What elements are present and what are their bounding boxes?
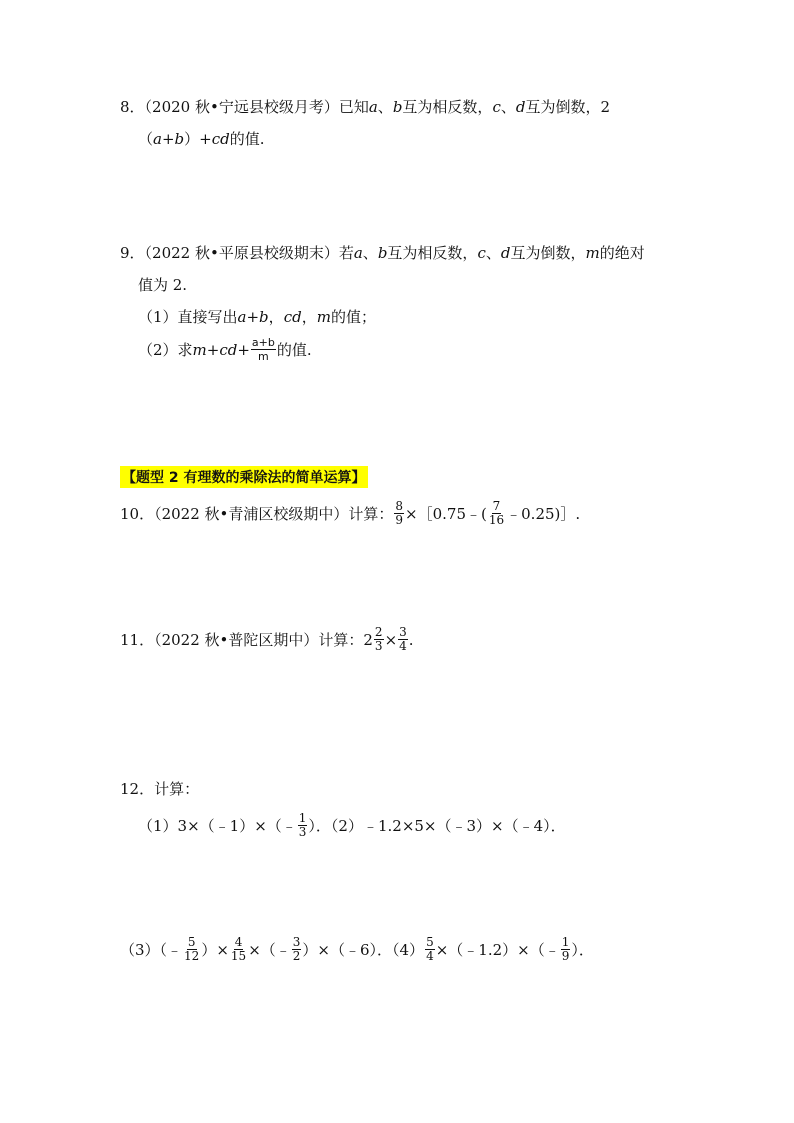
- question-9-part-1: [138, 306, 376, 327]
- fraction-numerator: 4: [234, 935, 243, 949]
- fraction-denominator: 3: [374, 639, 383, 653]
- q8-text: ）+: [184, 130, 212, 148]
- q12-text: （1）3×（﹣1）×（﹣: [138, 817, 297, 835]
- var-b: b: [377, 243, 388, 262]
- question-8-line-1: [120, 96, 610, 117]
- fraction-numerator: 1: [561, 935, 570, 949]
- fraction-numerator: 3: [292, 935, 301, 949]
- q10-text: 10．（2022 秋•青浦区校级期中）计算：: [120, 505, 394, 523]
- fraction-denominator: m: [258, 350, 269, 363]
- fraction: [398, 626, 408, 653]
- question-12-title: [120, 778, 199, 799]
- q12-text: ×（﹣: [248, 941, 291, 959]
- var-a: a: [353, 243, 363, 262]
- q8-text: 、: [377, 98, 393, 116]
- question-9-line-1: [120, 242, 645, 263]
- q12-text: ）×（﹣6）．（4）: [302, 941, 425, 959]
- fraction-numerator: 5: [187, 935, 196, 949]
- q9-text: 、: [362, 244, 378, 262]
- fraction-numerator: a+b: [251, 336, 275, 349]
- var-c: c: [492, 97, 501, 116]
- q8-text: 、: [500, 98, 516, 116]
- expr-cd: cd: [211, 129, 230, 148]
- q8-text: 8．（2020 秋•宁远县校级月考）已知: [120, 98, 369, 116]
- q8-text: 互为倒数，2: [525, 98, 611, 116]
- fraction-denominator: 2: [292, 949, 301, 963]
- q10-text: ﹣0.25)］.: [506, 505, 581, 523]
- var-d: d: [515, 97, 526, 116]
- var-a: a: [368, 97, 378, 116]
- expr-m-plus-cd: m+cd+: [192, 340, 250, 359]
- var-c: c: [477, 243, 486, 262]
- question-12-parts-1-2: [138, 812, 566, 839]
- fraction-numerator: 5: [426, 935, 434, 949]
- q12-text: ×（﹣1.2）×（﹣: [435, 941, 560, 959]
- q8-text: （: [138, 130, 154, 148]
- q9-text: ，: [268, 308, 284, 326]
- fraction-numerator: 3: [399, 625, 407, 639]
- expr-cd: cd: [283, 307, 302, 326]
- q12-text: ）×: [201, 941, 229, 959]
- fraction-denominator: 4: [399, 639, 407, 653]
- fraction: [183, 936, 200, 963]
- fraction: [561, 936, 571, 963]
- q9-text: 值为 2.: [138, 276, 188, 294]
- fraction: [488, 500, 505, 527]
- q12-text: ）．（2）﹣1.2×5×（﹣3）×（﹣4）．: [308, 817, 566, 835]
- q12-text: ）．: [571, 941, 594, 959]
- fraction-denominator: 3: [298, 825, 307, 839]
- fraction: [251, 336, 276, 363]
- q9-text: （1）直接写出: [138, 308, 238, 326]
- expr-a-plus-b: a+b: [153, 129, 185, 148]
- var-m: m: [316, 307, 331, 326]
- q9-text: ，: [301, 308, 317, 326]
- expr-a-plus-b: a+b: [237, 307, 269, 326]
- q9-text: 、: [485, 244, 501, 262]
- fraction-numerator: 7: [492, 499, 501, 513]
- q9-text: 的值.: [276, 341, 312, 359]
- question-9-part-2: [138, 336, 312, 363]
- question-9-line-2: [138, 274, 187, 295]
- fraction-denominator: 16: [488, 513, 505, 527]
- var-b: b: [392, 97, 403, 116]
- section-heading: 【题型 2 有理数的乘除法的简单运算】: [120, 466, 368, 488]
- fraction-denominator: 9: [561, 949, 570, 963]
- q9-text: 互为倒数，: [510, 244, 586, 262]
- q11-text: .: [408, 630, 414, 649]
- q8-text: 的值.: [229, 130, 265, 148]
- fraction-denominator: 15: [230, 949, 247, 963]
- q11-text: ×: [384, 630, 398, 649]
- q12-text: 12．计算：: [120, 780, 200, 798]
- fraction: [394, 500, 404, 527]
- fraction: [292, 936, 302, 963]
- fraction-denominator: 12: [184, 949, 200, 963]
- var-m: m: [585, 243, 600, 262]
- question-10: [120, 500, 580, 527]
- fraction-denominator: 4: [426, 949, 434, 963]
- q9-text: 9．（2022 秋•平原县校级期末）若: [120, 244, 354, 262]
- fraction: [230, 936, 247, 963]
- q9-text: 的绝对: [599, 244, 645, 262]
- question-11: [120, 626, 414, 653]
- q9-text: 的值；: [330, 308, 376, 326]
- q12-text: （3）（﹣: [120, 941, 183, 959]
- fraction: [425, 936, 435, 963]
- fraction: [374, 626, 384, 653]
- q8-text: 互为相反数，: [402, 98, 493, 116]
- q10-text: ×［0.75﹣(: [405, 505, 487, 523]
- fraction-numerator: 2: [374, 625, 383, 639]
- fraction-numerator: 8: [395, 499, 404, 513]
- fraction-denominator: 9: [395, 513, 404, 527]
- fraction: [298, 812, 308, 839]
- q9-text: 互为相反数，: [387, 244, 478, 262]
- var-d: d: [500, 243, 511, 262]
- q11-text: 11．（2022 秋•普陀区期中）计算：2: [120, 631, 373, 649]
- q9-text: （2）求: [138, 341, 193, 359]
- fraction-numerator: 1: [298, 811, 307, 825]
- question-12-parts-3-4: [120, 936, 594, 963]
- question-8-line-2: [138, 128, 265, 149]
